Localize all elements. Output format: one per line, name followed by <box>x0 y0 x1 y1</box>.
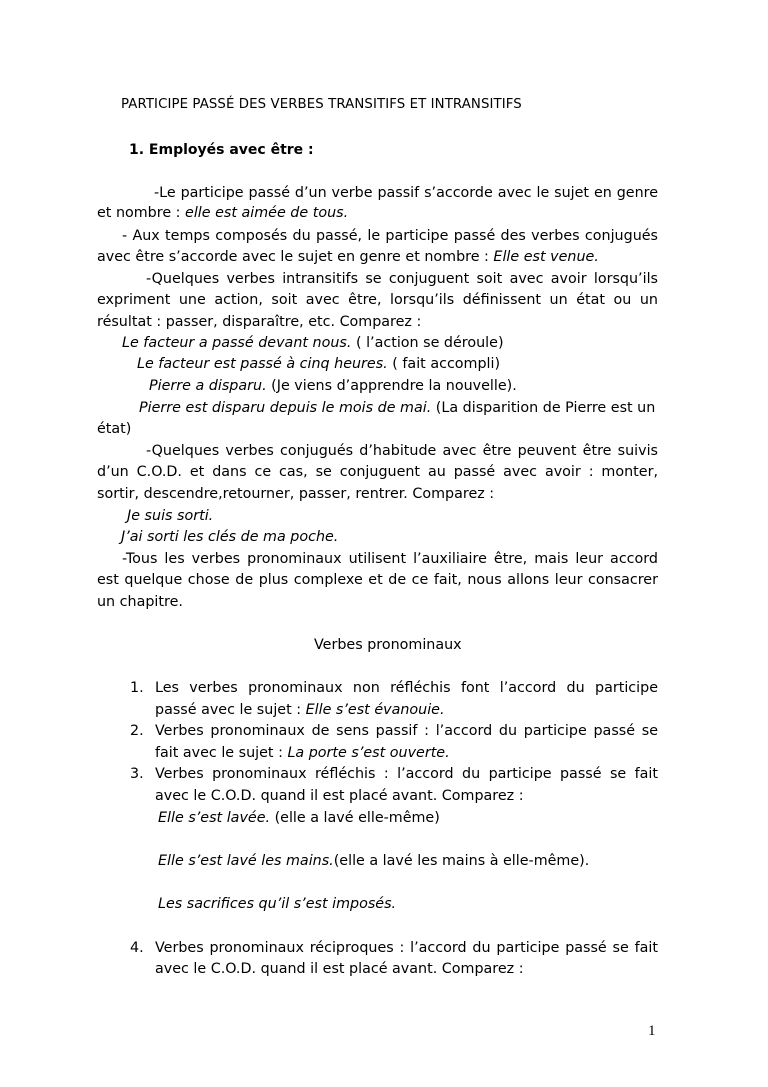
example-text: Elle est venue. <box>493 249 599 265</box>
paragraph-line: -Quelques verbes intransitifs se conjuguent soit avec avoir lorsqu’ils <box>146 271 658 287</box>
paragraph-line: et nombre : elle est aimée de tous. <box>97 205 349 221</box>
paragraph-line: d’un C.O.D. et dans ce cas, se conjuguent au passé avec avoir : monter, <box>97 464 658 480</box>
example-text: Elle s’est évanouie. <box>305 702 445 718</box>
paragraph-line: avec être s’accorde avec le sujet en genre et nombre : Elle est venue. <box>97 249 599 265</box>
example-line: Elle s’est lavé les mains.(elle a lavé les mains à elle-même). <box>158 853 590 869</box>
paragraph-line: -Le participe passé d’un verbe passif s’accorde avec le sujet en genre <box>154 185 658 201</box>
example-line: Le facteur a passé devant nous. ( l’action se déroule) <box>122 335 504 351</box>
document-title: PARTICIPE PASSÉ DES VERBES TRANSITIFS ET INTRANSITIFS <box>121 97 522 112</box>
example-line: Pierre a disparu. (Je viens d’apprendre la nouvelle). <box>149 378 517 394</box>
list-item: Les verbes pronominaux non réfléchis font l’accord du participe <box>155 680 658 696</box>
example-text: Je suis sorti. <box>127 508 214 524</box>
paragraph-line: un chapitre. <box>97 594 183 610</box>
paragraph-line: sortir, descendre,retourner, passer, rentrer. Comparez : <box>97 486 495 502</box>
list-item: Verbes pronominaux réciproques : l’accord du participe passé se fait <box>155 940 658 956</box>
example-line: Le facteur est passé à cinq heures. ( fait accompli) <box>137 356 501 372</box>
list-item-number: 2. <box>130 723 144 739</box>
section-heading-employes-avec-etre: 1. Employés avec être : <box>129 142 314 158</box>
list-item-number: 1. <box>130 680 144 696</box>
list-item-number: 4. <box>130 940 144 956</box>
paragraph-line: résultat : passer, disparaître, etc. Comparez : <box>97 314 422 330</box>
list-item-continuation: passé avec le sujet : Elle s’est évanouie. <box>155 702 445 718</box>
example-text: La porte s’est ouverte. <box>287 745 450 761</box>
example-line: Les sacrifices qu’il s’est imposés. <box>158 896 397 912</box>
example-line: Pierre est disparu depuis le mois de mai. (La disparition de Pierre est un <box>139 400 656 416</box>
example-text: elle est aimée de tous. <box>185 205 349 221</box>
paragraph-line: - Aux temps composés du passé, le participe passé des verbes conjugués <box>122 228 658 244</box>
paragraph-line: expriment une action, soit avec être, lorsqu’ils définissent un état ou un <box>97 292 658 308</box>
example-line: Elle s’est lavée. (elle a lavé elle-même) <box>158 810 440 826</box>
paragraph-line: -Quelques verbes conjugués d’habitude avec être peuvent être suivis <box>146 443 658 459</box>
list-item-number: 3. <box>130 766 144 782</box>
paragraph-line: est quelque chose de plus complexe et de ce fait, nous allons leur consacrer <box>97 572 658 588</box>
section-heading-verbes-pronominaux: Verbes pronominaux <box>314 637 462 653</box>
list-item-continuation: avec le C.O.D. quand il est placé avant. Comparez : <box>155 961 524 977</box>
paragraph-line: état) <box>97 421 132 437</box>
list-item: Verbes pronominaux réfléchis : l’accord du participe passé se fait <box>155 766 658 782</box>
list-item: Verbes pronominaux de sens passif : l’accord du participe passé se <box>155 723 658 739</box>
list-item-continuation: avec le C.O.D. quand il est placé avant. Comparez : <box>155 788 524 804</box>
paragraph-line: -Tous les verbes pronominaux utilisent l’auxiliaire être, mais leur accord <box>122 551 658 567</box>
page-number: 1 <box>648 1023 656 1039</box>
list-item-continuation: fait avec le sujet : La porte s’est ouverte. <box>155 745 450 761</box>
example-text: J’ai sorti les clés de ma poche. <box>121 529 339 545</box>
